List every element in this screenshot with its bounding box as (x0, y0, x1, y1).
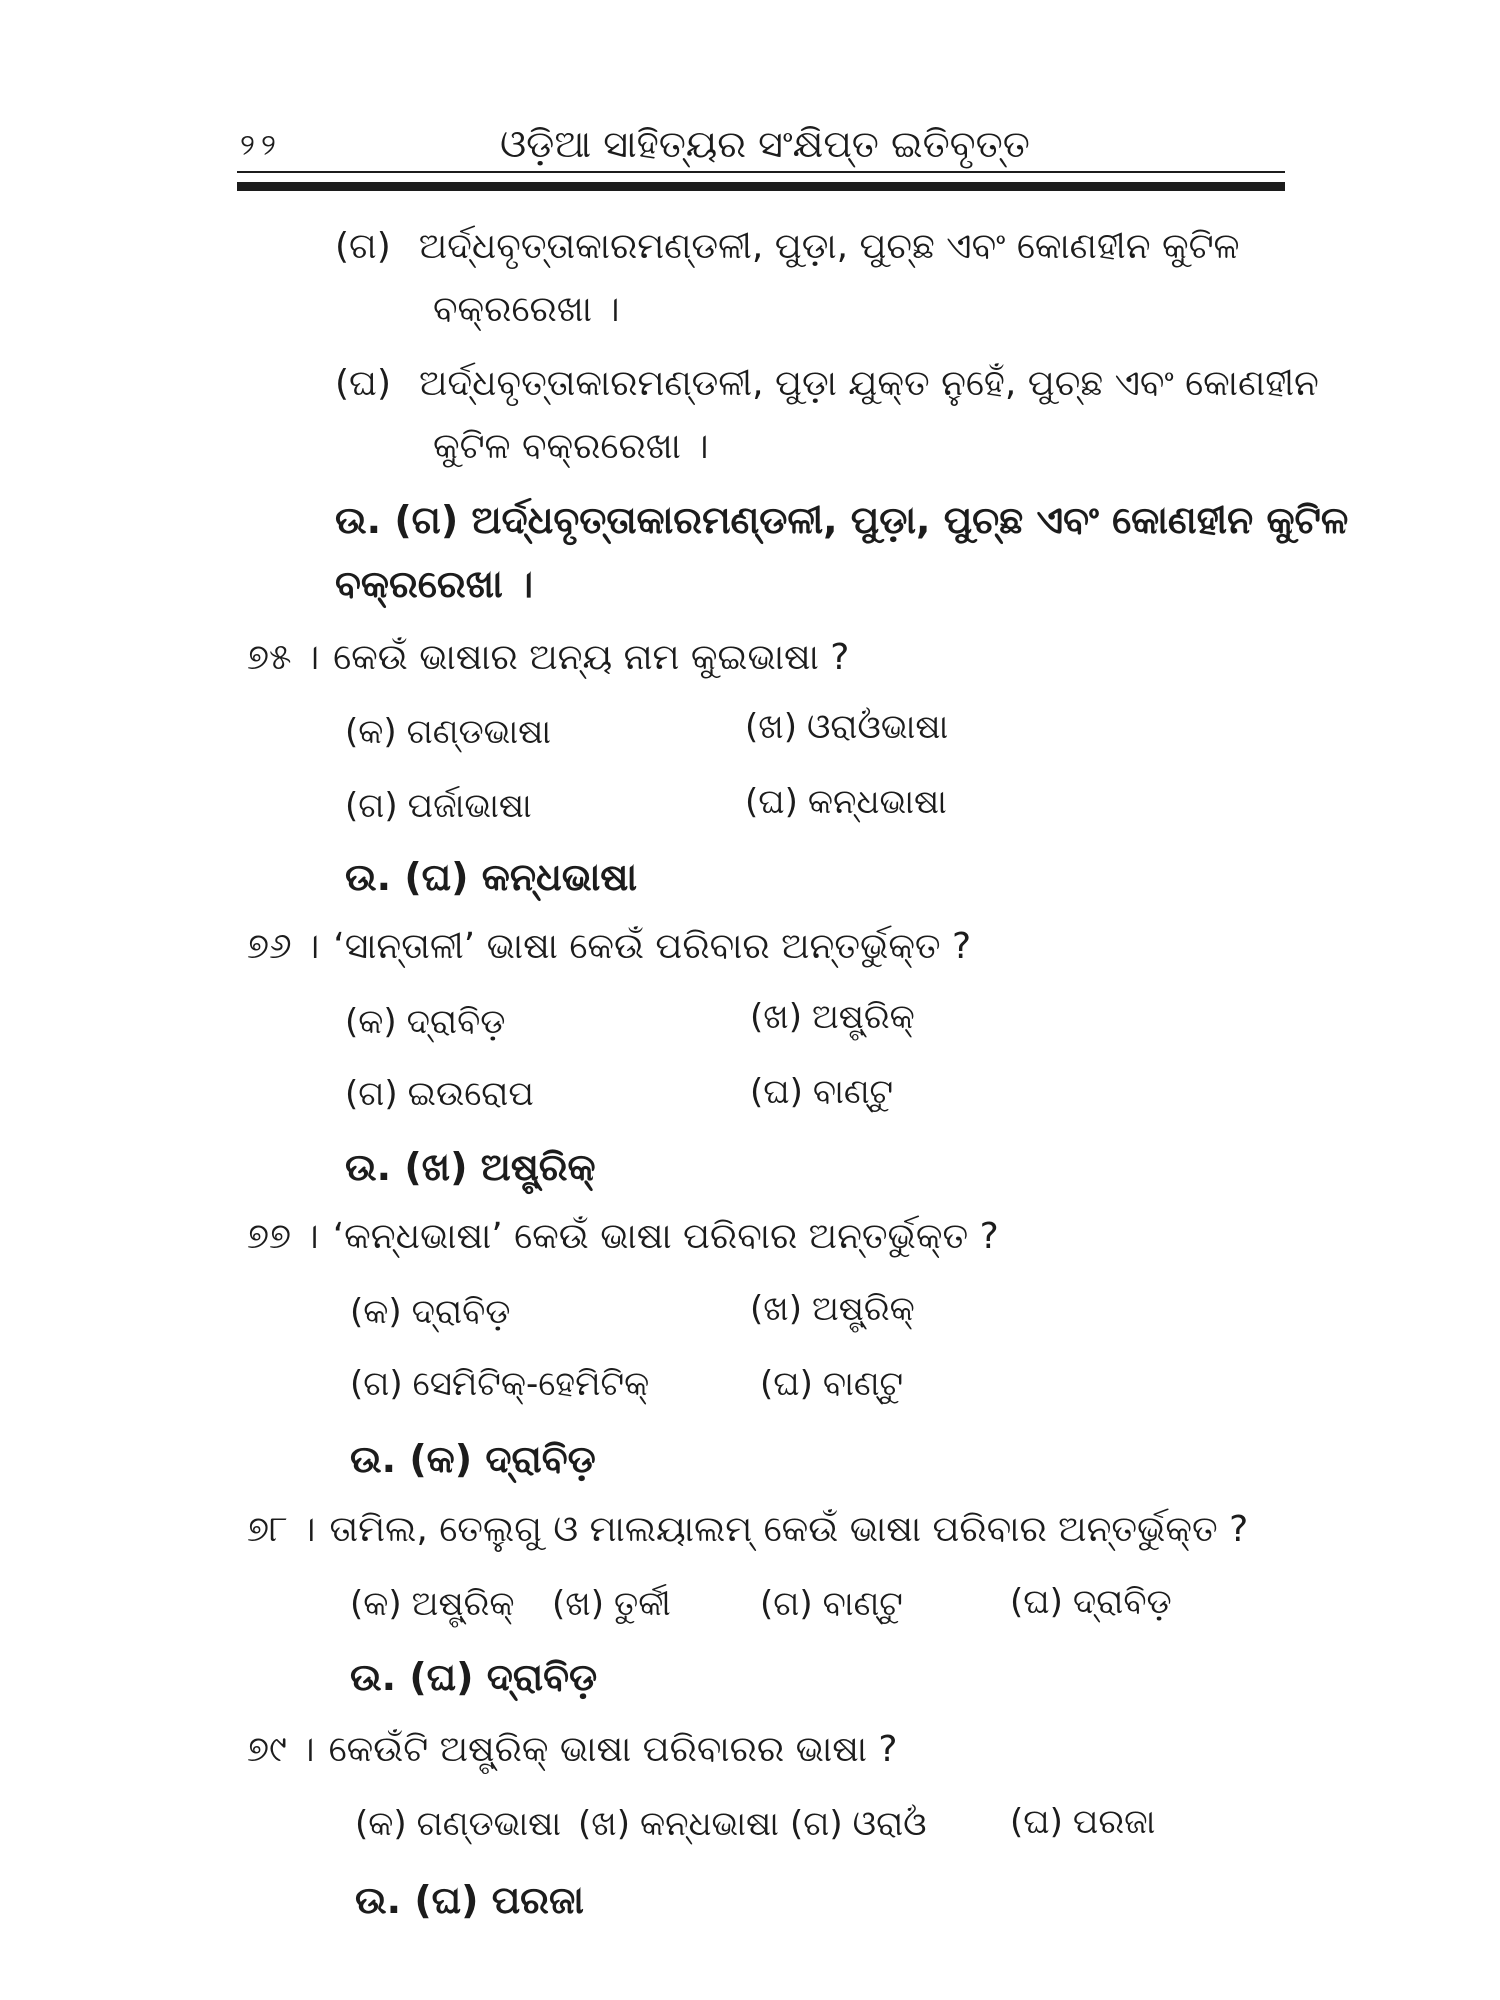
option-text: ଅର୍ଦ୍ଧବୃତ୍ତାକାରମଣ୍ଡଳୀ, ପୁଡ଼ା, ପୁଚ୍ଛ ଏବଂ କୋଣହୀନ କୁଟିଳ (418, 226, 1240, 267)
option-label: (ଗ) (335, 226, 391, 267)
answer-75: ଉ. (ଘ) କନ୍ଧଭାଷା (345, 855, 638, 899)
option-label: (ଗ) (345, 1074, 398, 1114)
option-label: (ଗ) (760, 1584, 813, 1624)
option-text: ଗଣ୍ଡଭାଷା (416, 1804, 562, 1844)
option-text: ପରଜା (1072, 1802, 1156, 1842)
question-number: ୭୯ । (247, 1729, 315, 1770)
option-label: (ଘ) (745, 782, 798, 822)
option-label: (ଖ) (750, 1289, 802, 1329)
option-text: ଅଷ୍ଟ୍ରିକ୍ (411, 1584, 515, 1624)
option-label: (ଖ) (745, 707, 797, 747)
option-text: ତୁର୍କୀ (613, 1584, 671, 1624)
option-text: ସେମିଟିକ୍-ହେମିଟିକ୍ (412, 1364, 650, 1404)
header-rule-thick (237, 182, 1285, 191)
option-ga (345, 784, 532, 828)
option-gha (750, 1070, 893, 1114)
option-kha (750, 1287, 915, 1331)
option-text: ଅର୍ଦ୍ଧବୃତ୍ତାକାରମଣ୍ଡଳୀ, ପୁଡ଼ା ଯୁକ୍ତ ନୁହେଁ, ପୁଚ୍ଛ ଏବଂ କୋଣହୀନ (419, 363, 1319, 404)
option-text: ପର୍ଜାଭାଷା (407, 786, 532, 826)
option-gha-continued-line2: କୁଟିଳ ବକ୍ରରେଖା । (433, 426, 709, 467)
question-77 (247, 1215, 999, 1259)
option-label: (ଗ) (790, 1804, 843, 1844)
option-text: ଇଉରୋପ (407, 1074, 534, 1114)
option-kha (578, 1802, 779, 1846)
question-text: ‘ସାନ୍ତାଳୀ’ ଭାଷା କେଉଁ ପରିବାର ଅନ୍ତର୍ଭୁକ୍ତ ? (333, 926, 972, 967)
option-text: ବାଣ୍ଟୁ (822, 1364, 904, 1404)
option-ka (345, 710, 551, 754)
option-ga (350, 1362, 649, 1406)
option-gha (745, 780, 947, 824)
option-ka (350, 1582, 514, 1626)
option-label: (କ) (350, 1292, 402, 1332)
question-text: ‘କନ୍ଧଭାଷା’ କେଉଁ ଭାଷା ପରିବାର ଅନ୍ତର୍ଭୁକ୍ତ ? (332, 1216, 999, 1257)
question-76 (247, 925, 971, 969)
question-79 (247, 1728, 898, 1772)
option-gha (1010, 1580, 1172, 1624)
option-label: (କ) (350, 1584, 402, 1624)
option-label: (ଘ) (750, 1072, 803, 1112)
option-label: (ଘ) (335, 363, 391, 404)
header-rule-thin (237, 171, 1285, 173)
option-kha (750, 995, 915, 1039)
option-text: ଓରାଓଁ (852, 1804, 927, 1844)
option-ka (350, 1290, 510, 1334)
option-kha (745, 705, 948, 749)
answer-79: ଉ. (ଘ) ପରଜା (355, 1878, 584, 1922)
option-text: ଅଷ୍ଟ୍ରିକ୍ (811, 1289, 915, 1329)
option-text: ଦ୍ରାବିଡ଼ (1072, 1582, 1172, 1622)
option-label: (ଗ) (350, 1364, 403, 1404)
answer-continued: ଉ. (ଗ) ଅର୍ଦ୍ଧବୃତ୍ତାକାରମଣ୍ଡଳୀ, ପୁଡ଼ା, ପୁଚ୍ଛ ଏବଂ କୋଣହୀନ କୁଟିଳ (335, 498, 1349, 542)
option-text: ଗଣ୍ଡଭାଷା (406, 712, 552, 752)
option-label: (ଖ) (578, 1804, 630, 1844)
answer-continued-line2: ବକ୍ରରେଖା । (335, 562, 534, 606)
option-gha (1010, 1800, 1155, 1844)
answer-78: ଉ. (ଘ) ଦ୍ରାବିଡ଼ (350, 1655, 598, 1699)
option-text: ଦ୍ରାବିଡ଼ (406, 1002, 506, 1042)
question-78 (247, 1508, 1248, 1552)
option-label: (ଖ) (552, 1584, 604, 1624)
option-text: ବାଣ୍ଟୁ (822, 1584, 903, 1624)
question-number: ୭୬ । (247, 926, 320, 967)
option-text: ବାଣ୍ଟୁ (812, 1072, 894, 1112)
question-number: ୭୭ । (247, 1216, 319, 1257)
option-kha (552, 1582, 671, 1626)
option-label: (ଘ) (1010, 1582, 1063, 1622)
option-ka (355, 1802, 561, 1846)
option-ga (345, 1072, 534, 1116)
answer-77: ଉ. (କ) ଦ୍ରାବିଡ଼ (350, 1437, 596, 1481)
option-text: କନ୍ଧଭାଷା (807, 782, 947, 822)
option-gha-continued (335, 362, 1319, 406)
option-text: କନ୍ଧଭାଷା (639, 1804, 779, 1844)
option-label: (ଗ) (345, 786, 398, 826)
option-ga-continued (335, 225, 1240, 269)
option-ga (790, 1802, 927, 1846)
option-text: ଦ୍ରାବିଡ଼ (411, 1292, 511, 1332)
option-gha (760, 1362, 903, 1406)
option-label: (କ) (345, 712, 397, 752)
question-text: କେଉଁଟି ଅଷ୍ଟ୍ରିକ୍ ଭାଷା ପରିବାରର ଭାଷା ? (328, 1729, 898, 1770)
option-label: (ଘ) (760, 1364, 813, 1404)
option-ga (760, 1582, 903, 1626)
question-text: ତାମିଲ, ତେଲୁଗୁ ଓ ମାଲୟାଲମ୍ କେଉଁ ଭାଷା ପରିବାର ଅନ୍ତର୍ଭୁକ୍ତ ? (329, 1509, 1249, 1550)
page-number: ୨୨ (240, 128, 282, 163)
option-label: (ଖ) (750, 997, 802, 1037)
option-ka (345, 1000, 505, 1044)
answer-76: ଉ. (ଖ) ଅଷ୍ଟ୍ରିକ୍ (345, 1145, 596, 1189)
option-ga-continued-line2: ବକ୍ରରେଖା । (433, 289, 620, 330)
question-75 (247, 636, 849, 680)
question-number: ୭୫ । (247, 637, 320, 678)
question-text: କେଉଁ ଭାଷାର ଅନ୍ୟ ନାମ କୁଇଭାଷା ? (333, 637, 850, 678)
page-header (0, 118, 1500, 178)
option-text: ଅଷ୍ଟ୍ରିକ୍ (811, 997, 915, 1037)
option-text: ଓରାଓଁଭାଷା (806, 707, 949, 747)
option-label: (କ) (345, 1002, 397, 1042)
option-label: (କ) (355, 1804, 407, 1844)
option-label: (ଘ) (1010, 1802, 1063, 1842)
question-number: ୭୮ । (247, 1509, 316, 1550)
running-title: ଓଡ଼ିଆ ସାହିତ୍ୟର ସଂକ୍ଷିପ୍ତ ଇତିବୃତ୍ତ (500, 122, 1030, 166)
